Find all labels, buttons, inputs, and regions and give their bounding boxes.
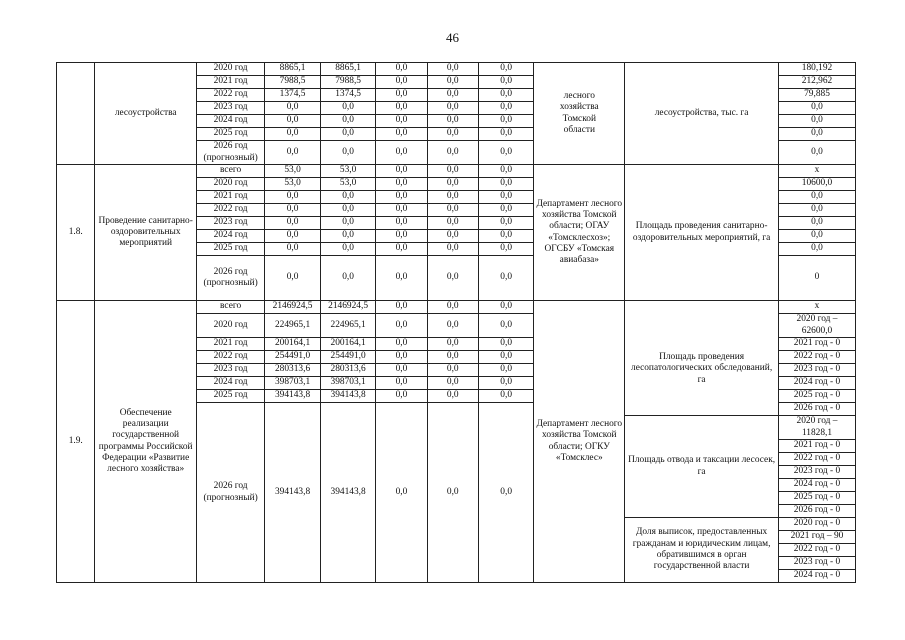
indicator-value: 2026 год - 0 [779, 403, 856, 416]
row-number: 1.9. [57, 301, 95, 583]
indicator-value: 0,0 [779, 115, 856, 128]
year-cell: 2020 год [196, 63, 264, 76]
amount-cell: 0,0 [376, 178, 427, 191]
amount-cell: 0,0 [478, 63, 534, 76]
amount-cell: 0,0 [265, 128, 321, 141]
table-row [57, 165, 856, 178]
amount-cell: 0,0 [265, 141, 321, 165]
amount-cell: 0,0 [427, 204, 478, 217]
year-cell: всего [196, 301, 264, 314]
amount-cell: 0,0 [427, 76, 478, 89]
indicator-cell: Площадь проведения лесопатологических обследований, га [625, 301, 779, 416]
amount-cell: 394143,8 [320, 390, 376, 403]
indicator-cell: Площадь проведения санитарно-оздоровительных мероприятий, га [625, 165, 779, 301]
indicator-value: 2022 год - 0 [779, 453, 856, 466]
amount-cell: 0,0 [320, 191, 376, 204]
amount-cell: 0,0 [376, 89, 427, 102]
amount-cell: 0,0 [478, 217, 534, 230]
amount-cell: 0,0 [265, 256, 321, 301]
year-cell: 2021 год [196, 338, 264, 351]
year-cell: 2023 год [196, 102, 264, 115]
year-cell: 2026 год (прогнозный) [196, 256, 264, 301]
amount-cell: 8865,1 [320, 63, 376, 76]
amount-cell: 0,0 [320, 243, 376, 256]
amount-cell: 0,0 [427, 256, 478, 301]
year-cell: 2023 год [196, 217, 264, 230]
indicator-value: 0,0 [779, 141, 856, 165]
year-cell: 2026 год (прогнозный) [196, 141, 264, 165]
amount-cell: 0,0 [376, 351, 427, 364]
amount-cell: 0,0 [427, 390, 478, 403]
executor-cell: лесного хозяйства Томской области [534, 63, 625, 165]
amount-cell: 0,0 [427, 191, 478, 204]
indicator-value: 2020 год – 62600,0 [779, 314, 856, 338]
amount-cell: 0,0 [265, 217, 321, 230]
table-row [57, 301, 856, 314]
amount-cell: 254491,0 [265, 351, 321, 364]
indicator-value: 2020 год - 0 [779, 518, 856, 531]
amount-cell: 0,0 [376, 102, 427, 115]
amount-cell: 0,0 [478, 351, 534, 364]
amount-cell: 0,0 [478, 115, 534, 128]
amount-cell: 0,0 [427, 165, 478, 178]
amount-cell: 0,0 [320, 128, 376, 141]
amount-cell: 0,0 [478, 301, 534, 314]
indicator-value: 180,192 [779, 63, 856, 76]
amount-cell: 0,0 [427, 338, 478, 351]
indicator-value: 2021 год - 0 [779, 338, 856, 351]
amount-cell: 1374,5 [320, 89, 376, 102]
amount-cell: 0,0 [376, 364, 427, 377]
program-table [56, 62, 856, 583]
amount-cell: 0,0 [265, 230, 321, 243]
amount-cell: 0,0 [478, 377, 534, 390]
measure-name: Обеспечение реализации государственной программы Российской Федерации «Развитие лесного хозяйства» [95, 301, 196, 583]
indicator-value: 2024 год - 0 [779, 377, 856, 390]
amount-cell: 200164,1 [265, 338, 321, 351]
amount-cell: 0,0 [320, 230, 376, 243]
amount-cell: 0,0 [427, 364, 478, 377]
year-cell: 2020 год [196, 178, 264, 191]
amount-cell: 0,0 [320, 141, 376, 165]
page-number: 46 [446, 30, 459, 45]
amount-cell: 0,0 [265, 115, 321, 128]
year-cell: 2024 год [196, 230, 264, 243]
year-cell: 2025 год [196, 243, 264, 256]
year-cell: 2022 год [196, 351, 264, 364]
amount-cell: 0,0 [427, 63, 478, 76]
amount-cell: 280313,6 [320, 364, 376, 377]
amount-cell: 2146924,5 [265, 301, 321, 314]
amount-cell: 0,0 [320, 256, 376, 301]
amount-cell: 0,0 [427, 230, 478, 243]
amount-cell: 0,0 [478, 89, 534, 102]
year-cell: 2020 год [196, 314, 264, 338]
amount-cell: 394143,8 [320, 403, 376, 583]
amount-cell: 0,0 [427, 403, 478, 583]
amount-cell: 0,0 [320, 204, 376, 217]
amount-cell: 0,0 [427, 377, 478, 390]
amount-cell: 7988,5 [265, 76, 321, 89]
year-cell: 2022 год [196, 204, 264, 217]
amount-cell: 0,0 [427, 89, 478, 102]
amount-cell: 53,0 [265, 178, 321, 191]
amount-cell: 0,0 [427, 128, 478, 141]
amount-cell: 0,0 [376, 301, 427, 314]
executor-cell: Департамент лесного хозяйства Томской области; ОГКУ «Томсклес» [534, 301, 625, 583]
amount-cell: 0,0 [427, 351, 478, 364]
amount-cell: 254491,0 [320, 351, 376, 364]
amount-cell: 0,0 [478, 403, 534, 583]
indicator-value: 2025 год - 0 [779, 492, 856, 505]
indicator-cell: лесоустройства, тыс. га [625, 63, 779, 165]
measure-name: Проведение санитарно-оздоровительных мероприятий [95, 165, 196, 301]
indicator-value: 2025 год - 0 [779, 390, 856, 403]
amount-cell: 200164,1 [320, 338, 376, 351]
row-number: 1.8. [57, 165, 95, 301]
amount-cell: 0,0 [376, 377, 427, 390]
amount-cell: 0,0 [478, 141, 534, 165]
amount-cell: 0,0 [478, 204, 534, 217]
amount-cell: 280313,6 [265, 364, 321, 377]
amount-cell: 0,0 [478, 178, 534, 191]
amount-cell: 0,0 [427, 314, 478, 338]
year-cell: 2024 год [196, 377, 264, 390]
amount-cell: 0,0 [478, 364, 534, 377]
amount-cell: 394143,8 [265, 390, 321, 403]
amount-cell: 0,0 [427, 217, 478, 230]
year-cell: 2021 год [196, 76, 264, 89]
indicator-value: 0,0 [779, 102, 856, 115]
indicator-value: 2022 год - 0 [779, 351, 856, 364]
amount-cell: 0,0 [376, 314, 427, 338]
amount-cell: 0,0 [478, 230, 534, 243]
amount-cell: 0,0 [376, 191, 427, 204]
amount-cell: 0,0 [376, 204, 427, 217]
amount-cell: 0,0 [427, 115, 478, 128]
indicator-value: 2024 год - 0 [779, 479, 856, 492]
amount-cell: 0,0 [478, 191, 534, 204]
amount-cell: 1374,5 [265, 89, 321, 102]
amount-cell: 0,0 [265, 191, 321, 204]
indicator-value: 0,0 [779, 217, 856, 230]
amount-cell: 0,0 [478, 243, 534, 256]
amount-cell: 0,0 [478, 314, 534, 338]
amount-cell: 0,0 [427, 102, 478, 115]
indicator-value: 2024 год - 0 [779, 570, 856, 583]
indicator-cell: Доля выписок, предоставленных гражданам и юридическим лицам, обратившимся в орган государственной власти [625, 518, 779, 583]
year-cell: 2026 год (прогнозный) [196, 403, 264, 583]
amount-cell: 0,0 [478, 165, 534, 178]
indicator-value: 0 [779, 256, 856, 301]
amount-cell: 0,0 [376, 230, 427, 243]
indicator-value: 0,0 [779, 128, 856, 141]
amount-cell: 0,0 [376, 390, 427, 403]
indicator-value: 10600,0 [779, 178, 856, 191]
table-row [57, 63, 856, 76]
indicator-value: 2026 год - 0 [779, 505, 856, 518]
amount-cell: 0,0 [265, 102, 321, 115]
executor-cell: Департамент лесного хозяйства Томской области; ОГАУ «Томсклесхоз»; ОГСБУ «Томская авиабаза» [534, 165, 625, 301]
amount-cell: 0,0 [376, 115, 427, 128]
year-cell: 2023 год [196, 364, 264, 377]
amount-cell: 53,0 [265, 165, 321, 178]
amount-cell: 0,0 [265, 243, 321, 256]
year-cell: 2025 год [196, 390, 264, 403]
amount-cell: 0,0 [320, 115, 376, 128]
amount-cell: 0,0 [376, 243, 427, 256]
amount-cell: 0,0 [478, 390, 534, 403]
row-number [57, 63, 95, 165]
amount-cell: 0,0 [478, 256, 534, 301]
amount-cell: 224965,1 [265, 314, 321, 338]
indicator-cell: Площадь отвода и таксации лесосек, га [625, 416, 779, 518]
indicator-value: 0,0 [779, 230, 856, 243]
amount-cell: 394143,8 [265, 403, 321, 583]
amount-cell: 0,0 [478, 338, 534, 351]
year-cell: всего [196, 165, 264, 178]
amount-cell: 8865,1 [265, 63, 321, 76]
amount-cell: 0,0 [376, 141, 427, 165]
amount-cell: 0,0 [427, 301, 478, 314]
amount-cell: 0,0 [376, 217, 427, 230]
amount-cell: 0,0 [376, 128, 427, 141]
amount-cell: 0,0 [376, 63, 427, 76]
amount-cell: 0,0 [320, 102, 376, 115]
year-cell: 2022 год [196, 89, 264, 102]
indicator-value: 2021 год - 0 [779, 440, 856, 453]
indicator-value: х [779, 301, 856, 314]
amount-cell: 398703,1 [320, 377, 376, 390]
amount-cell: 0,0 [320, 217, 376, 230]
amount-cell: 2146924,5 [320, 301, 376, 314]
indicator-value: 79,885 [779, 89, 856, 102]
amount-cell: 0,0 [427, 178, 478, 191]
amount-cell: 0,0 [376, 256, 427, 301]
indicator-value: 2023 год - 0 [779, 364, 856, 377]
amount-cell: 0,0 [478, 128, 534, 141]
amount-cell: 0,0 [376, 165, 427, 178]
amount-cell: 53,0 [320, 178, 376, 191]
measure-name: лесоустройства [95, 63, 196, 165]
indicator-value: 2021 год – 90 [779, 531, 856, 544]
amount-cell: 7988,5 [320, 76, 376, 89]
indicator-value: 2023 год - 0 [779, 557, 856, 570]
amount-cell: 0,0 [478, 76, 534, 89]
amount-cell: 53,0 [320, 165, 376, 178]
indicator-value: 212,962 [779, 76, 856, 89]
indicator-value: х [779, 165, 856, 178]
amount-cell: 0,0 [427, 141, 478, 165]
amount-cell: 398703,1 [265, 377, 321, 390]
year-cell: 2024 год [196, 115, 264, 128]
indicator-value: 2023 год - 0 [779, 466, 856, 479]
amount-cell: 224965,1 [320, 314, 376, 338]
indicator-value: 2022 год - 0 [779, 544, 856, 557]
year-cell: 2025 год [196, 128, 264, 141]
amount-cell: 0,0 [427, 243, 478, 256]
indicator-value: 0,0 [779, 243, 856, 256]
amount-cell: 0,0 [265, 204, 321, 217]
year-cell: 2021 год [196, 191, 264, 204]
amount-cell: 0,0 [376, 403, 427, 583]
indicator-value: 0,0 [779, 204, 856, 217]
amount-cell: 0,0 [478, 102, 534, 115]
amount-cell: 0,0 [376, 338, 427, 351]
indicator-value: 0,0 [779, 191, 856, 204]
indicator-value: 2020 год – 11828,1 [779, 416, 856, 440]
amount-cell: 0,0 [376, 76, 427, 89]
